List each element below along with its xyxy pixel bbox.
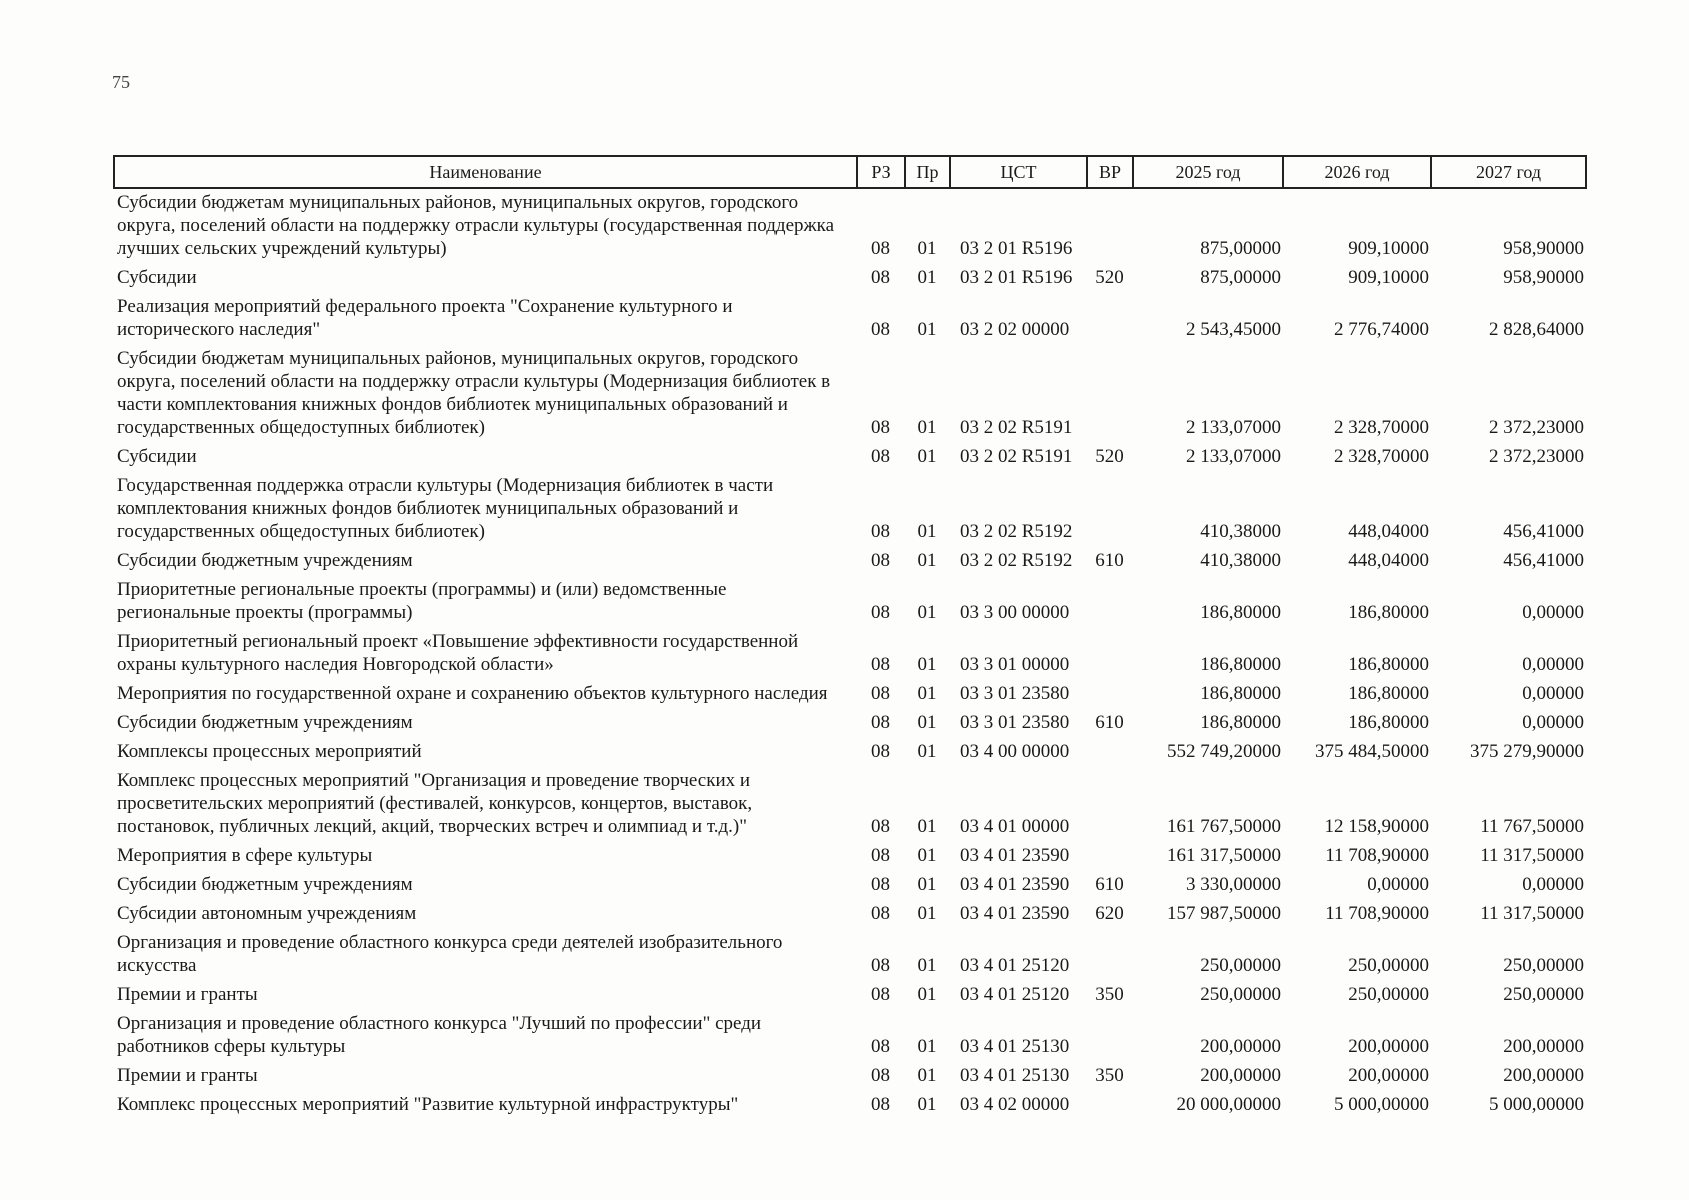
cell-y2026: 250,00000 xyxy=(1348,984,1429,1005)
cell-y2025: 2 133,07000 xyxy=(1186,417,1281,438)
cell-cst: 03 3 01 23580 xyxy=(960,712,1070,733)
cell-pr: 01 xyxy=(917,984,937,1005)
cell-pr: 01 xyxy=(917,1065,937,1086)
table-row xyxy=(114,711,1586,740)
cell-y2026: 11 708,90000 xyxy=(1325,845,1429,866)
table-row xyxy=(114,873,1586,902)
cell-y2025: 200,00000 xyxy=(1200,1036,1281,1057)
table-row xyxy=(114,188,1586,266)
cell-cst: 03 3 01 23580 xyxy=(960,683,1070,704)
cell-cst: 03 2 01 R5196 xyxy=(960,238,1073,259)
cell-rz: 08 xyxy=(871,984,890,1005)
cell-y2025: 157 987,50000 xyxy=(1167,903,1281,924)
cell-vr xyxy=(1087,1093,1133,1122)
cell-y2025: 410,38000 xyxy=(1200,550,1281,571)
table-row xyxy=(114,902,1586,931)
cell-rz: 08 xyxy=(871,417,890,438)
cell-vr xyxy=(1087,474,1133,549)
table-row xyxy=(114,549,1586,578)
table-body xyxy=(114,188,1586,1122)
cell-y2025: 200,00000 xyxy=(1200,1065,1281,1086)
table-row xyxy=(114,578,1586,630)
header-cst: ЦСТ xyxy=(950,156,1087,188)
cell-vr xyxy=(1087,931,1133,983)
cell-name: Премии и гранты xyxy=(117,1065,258,1086)
cell-cst: 03 2 02 R5191 xyxy=(960,417,1073,438)
table-row xyxy=(114,295,1586,347)
cell-pr: 01 xyxy=(917,903,937,924)
page-number: 75 xyxy=(112,72,130,92)
cell-vr xyxy=(1087,682,1133,711)
cell-cst: 03 3 01 00000 xyxy=(960,654,1070,675)
cell-y2025: 3 330,00000 xyxy=(1186,874,1281,895)
cell-y2025: 410,38000 xyxy=(1200,521,1281,542)
table-row xyxy=(114,445,1586,474)
cell-pr: 01 xyxy=(917,319,937,340)
cell-y2026: 909,10000 xyxy=(1348,238,1429,259)
cell-y2025: 186,80000 xyxy=(1200,602,1281,623)
header-rz: РЗ xyxy=(857,156,905,188)
cell-y2027: 375 279,90000 xyxy=(1470,741,1584,762)
cell-rz: 08 xyxy=(871,654,890,675)
cell-name: Реализация мероприятий федерального проекта "Сохранение культурного и исторического наследия" xyxy=(117,296,733,340)
cell-y2025: 2 133,07000 xyxy=(1186,446,1281,467)
cell-y2027: 250,00000 xyxy=(1503,984,1584,1005)
cell-rz: 08 xyxy=(871,845,890,866)
cell-y2026: 448,04000 xyxy=(1348,550,1429,571)
cell-cst: 03 2 02 R5192 xyxy=(960,521,1073,542)
cell-vr: 610 xyxy=(1095,550,1124,571)
cell-cst: 03 2 02 R5192 xyxy=(960,550,1073,571)
cell-name: Комплексы процессных мероприятий xyxy=(117,741,422,762)
cell-vr xyxy=(1087,295,1133,347)
cell-rz: 08 xyxy=(871,903,890,924)
cell-cst: 03 4 01 25130 xyxy=(960,1036,1070,1057)
cell-y2025: 875,00000 xyxy=(1200,267,1281,288)
table-row xyxy=(114,1012,1586,1064)
cell-y2027: 250,00000 xyxy=(1503,955,1584,976)
cell-y2027: 11 767,50000 xyxy=(1480,816,1584,837)
cell-name: Организация и проведение областного конкурса среди деятелей изобразительного искусства xyxy=(117,932,783,976)
cell-y2027: 2 828,64000 xyxy=(1489,319,1584,340)
cell-rz: 08 xyxy=(871,741,890,762)
cell-cst: 03 4 02 00000 xyxy=(960,1094,1070,1115)
cell-y2025: 186,80000 xyxy=(1200,712,1281,733)
cell-y2027: 456,41000 xyxy=(1503,550,1584,571)
cell-y2027: 200,00000 xyxy=(1503,1065,1584,1086)
table-row xyxy=(114,983,1586,1012)
cell-y2025: 186,80000 xyxy=(1200,654,1281,675)
cell-y2026: 200,00000 xyxy=(1348,1065,1429,1086)
cell-y2026: 5 000,00000 xyxy=(1334,1094,1429,1115)
cell-name: Комплекс процессных мероприятий "Организация и проведение творческих и просветительских мероприятий (фестивалей, конкурсов, концертов, выставок, постановок, публичных лекций, акций, творческих встреч и олимпиад и т.д.)" xyxy=(117,770,753,837)
cell-y2027: 0,00000 xyxy=(1522,654,1584,675)
table-row xyxy=(114,630,1586,682)
cell-cst: 03 2 01 R5196 xyxy=(960,267,1073,288)
cell-y2025: 875,00000 xyxy=(1200,238,1281,259)
cell-vr: 350 xyxy=(1095,984,1124,1005)
cell-vr xyxy=(1087,347,1133,445)
cell-y2026: 250,00000 xyxy=(1348,955,1429,976)
cell-name: Приоритетный региональный проект «Повышение эффективности государственной охраны культурного наследия Новгородской области» xyxy=(117,631,799,675)
cell-cst: 03 4 01 23590 xyxy=(960,903,1070,924)
cell-y2027: 5 000,00000 xyxy=(1489,1094,1584,1115)
cell-name: Комплекс процессных мероприятий "Развитие культурной инфраструктуры" xyxy=(117,1094,739,1115)
cell-vr xyxy=(1087,1012,1133,1064)
cell-y2026: 448,04000 xyxy=(1348,521,1429,542)
header-vr: ВР xyxy=(1087,156,1133,188)
cell-rz: 08 xyxy=(871,1065,890,1086)
table-row xyxy=(114,769,1586,844)
cell-y2025: 250,00000 xyxy=(1200,955,1281,976)
cell-y2025: 250,00000 xyxy=(1200,984,1281,1005)
cell-pr: 01 xyxy=(917,267,937,288)
cell-cst: 03 4 01 00000 xyxy=(960,816,1070,837)
cell-y2026: 2 328,70000 xyxy=(1334,446,1429,467)
header-2025: 2025 год xyxy=(1133,156,1283,188)
cell-pr: 01 xyxy=(917,417,937,438)
cell-pr: 01 xyxy=(917,741,937,762)
cell-y2025: 161 767,50000 xyxy=(1167,816,1281,837)
header-2026: 2026 год xyxy=(1283,156,1431,188)
cell-pr: 01 xyxy=(917,1036,937,1057)
table-row xyxy=(114,931,1586,983)
cell-cst: 03 4 01 23590 xyxy=(960,845,1070,866)
cell-pr: 01 xyxy=(917,845,937,866)
cell-y2026: 12 158,90000 xyxy=(1324,816,1429,837)
cell-name: Субсидии бюджетным учреждениям xyxy=(117,550,413,571)
cell-rz: 08 xyxy=(871,683,890,704)
budget-table xyxy=(113,155,1587,1122)
cell-y2025: 2 543,45000 xyxy=(1186,319,1281,340)
cell-y2026: 186,80000 xyxy=(1348,654,1429,675)
cell-cst: 03 4 01 25130 xyxy=(960,1065,1070,1086)
header-name: Наименование xyxy=(114,156,857,188)
cell-y2026: 186,80000 xyxy=(1348,712,1429,733)
cell-rz: 08 xyxy=(871,602,890,623)
cell-pr: 01 xyxy=(917,1094,937,1115)
cell-pr: 01 xyxy=(917,712,937,733)
cell-cst: 03 4 01 25120 xyxy=(960,984,1070,1005)
cell-y2027: 11 317,50000 xyxy=(1480,903,1584,924)
cell-y2026: 909,10000 xyxy=(1348,267,1429,288)
cell-vr: 520 xyxy=(1095,446,1124,467)
cell-vr: 610 xyxy=(1095,712,1124,733)
cell-name: Субсидии xyxy=(117,446,197,467)
cell-y2026: 186,80000 xyxy=(1348,602,1429,623)
cell-y2025: 552 749,20000 xyxy=(1167,741,1281,762)
header-2027: 2027 год xyxy=(1431,156,1586,188)
cell-name: Мероприятия по государственной охране и сохранению объектов культурного наследия xyxy=(117,683,828,704)
table-row xyxy=(114,844,1586,873)
cell-vr: 620 xyxy=(1095,903,1124,924)
cell-rz: 08 xyxy=(871,874,890,895)
cell-pr: 01 xyxy=(917,446,937,467)
cell-cst: 03 2 02 00000 xyxy=(960,319,1070,340)
cell-name: Субсидии бюджетам муниципальных районов, муниципальных округов, городского округа, поселений области на поддержку отрасли культуры (государственная поддержка лучших сельских учреждений культуры) xyxy=(117,192,835,259)
cell-rz: 08 xyxy=(871,712,890,733)
cell-pr: 01 xyxy=(917,521,937,542)
cell-rz: 08 xyxy=(871,446,890,467)
cell-rz: 08 xyxy=(871,1036,890,1057)
cell-y2027: 0,00000 xyxy=(1522,683,1584,704)
cell-y2025: 186,80000 xyxy=(1200,683,1281,704)
cell-name: Субсидии бюджетным учреждениям xyxy=(117,874,413,895)
header-pr: Пр xyxy=(905,156,950,188)
cell-rz: 08 xyxy=(871,550,890,571)
cell-y2025: 20 000,00000 xyxy=(1176,1094,1281,1115)
cell-pr: 01 xyxy=(917,874,937,895)
cell-y2027: 2 372,23000 xyxy=(1489,446,1584,467)
cell-y2026: 200,00000 xyxy=(1348,1036,1429,1057)
table-row xyxy=(114,1093,1586,1122)
cell-name: Субсидии бюджетам муниципальных районов, муниципальных округов, городского округа, поселений области на поддержку отрасли культуры (Модернизация библиотек в части комплектования книжных фондов библиотек муниципальных образований и государственных общедоступных библиотек) xyxy=(117,348,831,438)
table-header-row xyxy=(114,156,1586,188)
cell-y2027: 11 317,50000 xyxy=(1480,845,1584,866)
table-row xyxy=(114,474,1586,549)
cell-vr xyxy=(1087,630,1133,682)
cell-y2026: 2 776,74000 xyxy=(1334,319,1429,340)
cell-pr: 01 xyxy=(917,602,937,623)
cell-name: Субсидии автономным учреждениям xyxy=(117,903,417,924)
cell-vr: 610 xyxy=(1095,874,1124,895)
cell-y2027: 958,90000 xyxy=(1503,267,1584,288)
cell-cst: 03 3 00 00000 xyxy=(960,602,1070,623)
table-row xyxy=(114,1064,1586,1093)
cell-cst: 03 2 02 R5191 xyxy=(960,446,1073,467)
cell-vr xyxy=(1087,769,1133,844)
cell-name: Государственная поддержка отрасли культуры (Модернизация библиотек в части комплектования книжных фондов библиотек муниципальных образований и государственных общедоступных библиотек) xyxy=(117,475,774,542)
cell-vr: 520 xyxy=(1095,267,1124,288)
cell-rz: 08 xyxy=(871,955,890,976)
cell-y2026: 11 708,90000 xyxy=(1325,903,1429,924)
cell-cst: 03 4 01 23590 xyxy=(960,874,1070,895)
table-row xyxy=(114,682,1586,711)
cell-rz: 08 xyxy=(871,1094,890,1115)
cell-y2027: 456,41000 xyxy=(1503,521,1584,542)
cell-y2027: 2 372,23000 xyxy=(1489,417,1584,438)
cell-y2026: 375 484,50000 xyxy=(1315,741,1429,762)
table-row xyxy=(114,266,1586,295)
cell-y2027: 0,00000 xyxy=(1522,712,1584,733)
table-row xyxy=(114,740,1586,769)
cell-name: Организация и проведение областного конкурса "Лучший по профессии" среди работников сферы культуры xyxy=(117,1013,762,1057)
cell-y2027: 0,00000 xyxy=(1522,602,1584,623)
cell-rz: 08 xyxy=(871,521,890,542)
cell-y2027: 958,90000 xyxy=(1503,238,1584,259)
cell-y2026: 186,80000 xyxy=(1348,683,1429,704)
cell-y2027: 0,00000 xyxy=(1522,874,1584,895)
cell-name: Приоритетные региональные проекты (программы) и (или) ведомственные региональные проекты (программы) xyxy=(117,579,727,623)
cell-y2026: 2 328,70000 xyxy=(1334,417,1429,438)
cell-rz: 08 xyxy=(871,267,890,288)
cell-pr: 01 xyxy=(917,955,937,976)
cell-cst: 03 4 01 25120 xyxy=(960,955,1070,976)
cell-cst: 03 4 00 00000 xyxy=(960,741,1070,762)
cell-rz: 08 xyxy=(871,816,890,837)
cell-vr xyxy=(1087,740,1133,769)
cell-name: Субсидии xyxy=(117,267,197,288)
table-row xyxy=(114,347,1586,445)
cell-pr: 01 xyxy=(917,238,937,259)
cell-rz: 08 xyxy=(871,319,890,340)
cell-pr: 01 xyxy=(917,683,937,704)
cell-pr: 01 xyxy=(917,550,937,571)
cell-vr xyxy=(1087,844,1133,873)
cell-y2027: 200,00000 xyxy=(1503,1036,1584,1057)
cell-vr xyxy=(1087,188,1133,266)
cell-name: Субсидии бюджетным учреждениям xyxy=(117,712,413,733)
cell-vr: 350 xyxy=(1095,1065,1124,1086)
cell-rz: 08 xyxy=(871,238,890,259)
cell-y2025: 161 317,50000 xyxy=(1167,845,1281,866)
cell-pr: 01 xyxy=(917,816,937,837)
cell-name: Мероприятия в сфере культуры xyxy=(117,845,373,866)
cell-name: Премии и гранты xyxy=(117,984,258,1005)
cell-pr: 01 xyxy=(917,654,937,675)
cell-y2026: 0,00000 xyxy=(1367,874,1429,895)
cell-vr xyxy=(1087,578,1133,630)
